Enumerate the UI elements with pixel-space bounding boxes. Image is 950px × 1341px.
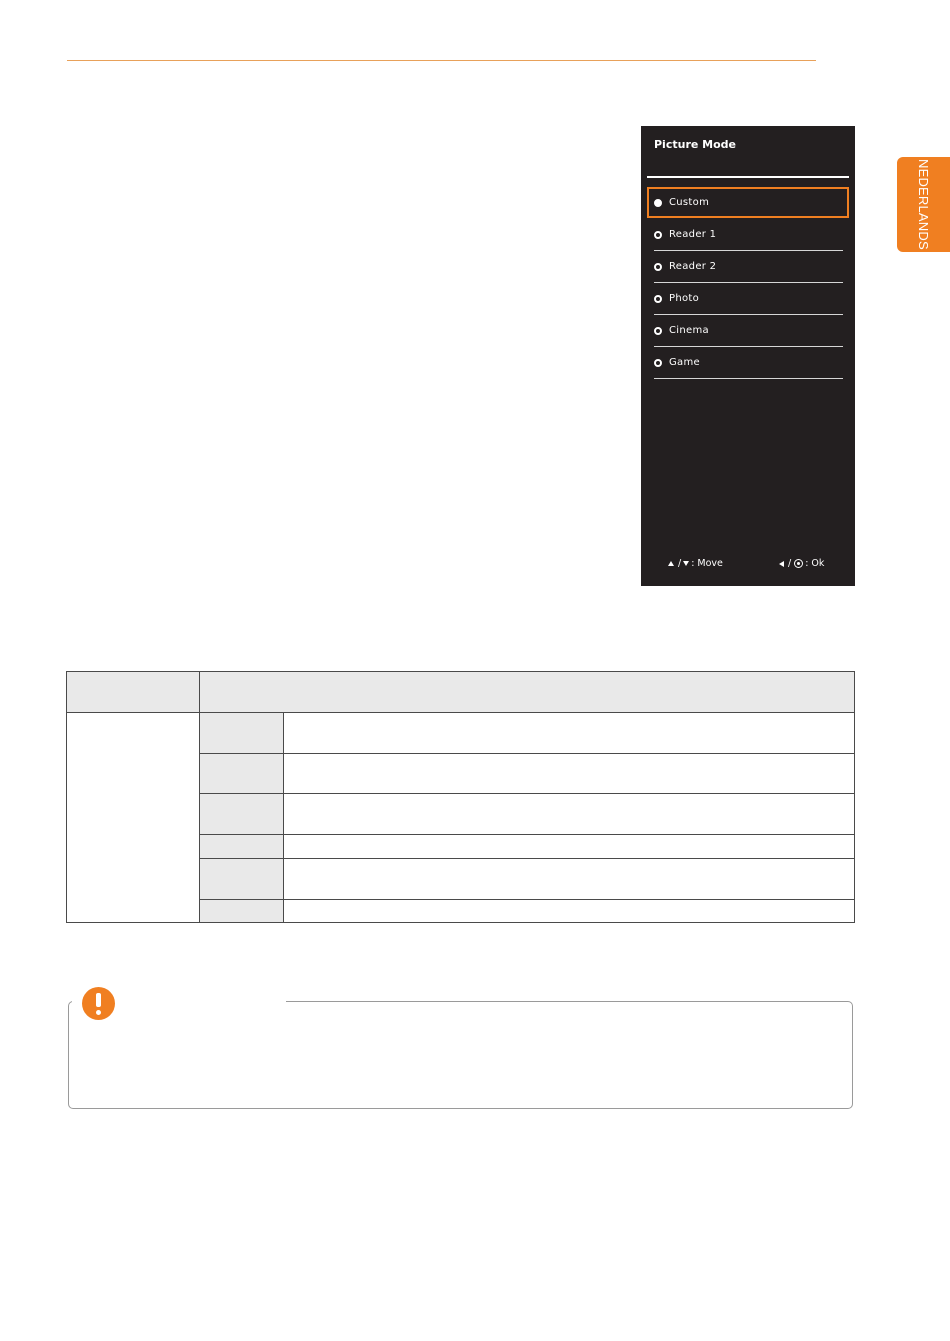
table-row-divider: [200, 753, 854, 754]
table-row-divider: [200, 899, 854, 900]
menu-item-label: Reader 1: [669, 229, 717, 240]
table-subheader-cell: [200, 713, 283, 753]
picture-mode-menu: [641, 126, 855, 586]
menu-item-label: Reader 2: [669, 261, 717, 272]
menu-item-label: Cinema: [669, 325, 709, 336]
move-hint-label: : Move: [691, 558, 723, 569]
menu-item-custom[interactable]: [647, 187, 849, 218]
table-column-divider: [283, 712, 284, 922]
ok-hint-label: : Ok: [805, 558, 825, 569]
table-row-divider: [200, 834, 854, 835]
ok-hint: / : Ok: [779, 558, 824, 569]
arrow-down-icon: [683, 561, 689, 566]
settings-table: [66, 671, 855, 923]
arrow-up-icon: [668, 561, 674, 566]
table-subheader-cell: [200, 859, 283, 899]
menu-title-divider: [647, 176, 849, 178]
table-subheader-cell: [200, 900, 283, 922]
language-tab: [897, 157, 950, 252]
radio-icon: [654, 263, 662, 271]
table-subheader-cell: [200, 754, 283, 793]
radio-icon: [654, 359, 662, 367]
radio-icon: [654, 231, 662, 239]
menu-title: Picture Mode: [654, 138, 736, 151]
move-hint: / : Move: [668, 558, 723, 569]
joystick-press-icon: [794, 559, 803, 568]
menu-item-photo[interactable]: [647, 283, 849, 314]
table-row-divider: [67, 712, 854, 713]
menu-item-game[interactable]: [647, 347, 849, 378]
table-subheader-cell: [200, 835, 283, 858]
table-header-row: [67, 672, 854, 712]
menu-divider: [654, 378, 843, 379]
arrow-left-icon: [779, 561, 784, 567]
language-tab-label: NEDERLANDS: [916, 159, 931, 250]
table-subheader-cell: [200, 794, 283, 834]
menu-item-reader-1[interactable]: [647, 219, 849, 250]
menu-item-label: Photo: [669, 293, 700, 304]
menu-item-reader-2[interactable]: [647, 251, 849, 282]
menu-item-cinema[interactable]: [647, 315, 849, 346]
table-column-divider: [199, 672, 200, 922]
menu-item-label: Custom: [669, 197, 710, 208]
caution-icon: [82, 987, 115, 1020]
table-row-divider: [200, 858, 854, 859]
radio-icon: [654, 295, 662, 303]
table-row-divider: [200, 793, 854, 794]
menu-item-label: Game: [669, 357, 700, 368]
caution-note: [68, 1001, 853, 1109]
header-rule: [67, 60, 816, 61]
radio-selected-icon: [654, 199, 662, 207]
radio-icon: [654, 327, 662, 335]
